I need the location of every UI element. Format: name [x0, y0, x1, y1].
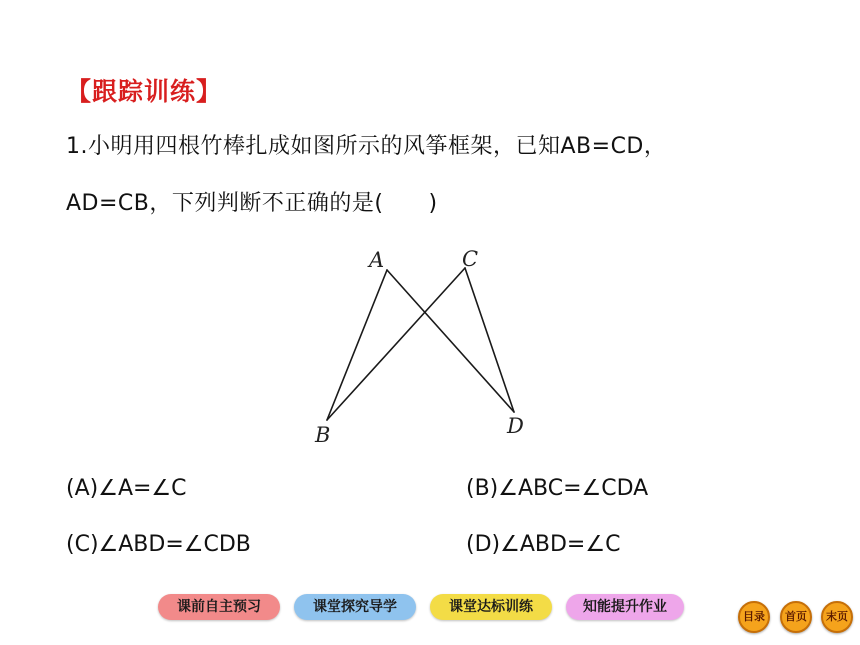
segment-ab — [327, 270, 387, 420]
table-of-contents-button[interactable]: 目录 — [738, 601, 770, 633]
option-c[interactable]: (C)∠ABD=∠CDB — [66, 532, 251, 557]
vertex-label-a: A — [369, 248, 385, 272]
vertex-label-d: D — [507, 414, 524, 438]
segment-cb — [327, 268, 465, 420]
kite-frame-diagram — [300, 240, 550, 455]
nav-in-class-inquiry-button[interactable]: 课堂探究导学 — [294, 594, 416, 620]
segment-cd — [465, 268, 514, 412]
last-page-button[interactable]: 末页 — [821, 601, 853, 633]
nav-pre-class-preview-button[interactable]: 课前自主预习 — [158, 594, 280, 620]
section-title: 【跟踪训练】 — [66, 77, 223, 106]
segment-ad — [387, 270, 514, 412]
first-page-button[interactable]: 首页 — [780, 601, 812, 633]
nav-homework-button[interactable]: 知能提升作业 — [566, 594, 684, 620]
option-b[interactable]: (B)∠ABC=∠CDA — [466, 476, 649, 501]
vertex-label-b: B — [315, 423, 331, 447]
nav-in-class-practice-button[interactable]: 课堂达标训练 — [430, 594, 552, 620]
question-line-2: AD=CB，下列判断不正确的是( ) — [66, 191, 438, 216]
kite-frame-figure — [300, 240, 550, 455]
option-a[interactable]: (A)∠A=∠C — [66, 476, 187, 501]
option-d[interactable]: (D)∠ABD=∠C — [466, 532, 621, 557]
vertex-label-c: C — [462, 247, 479, 271]
question-line-1: 1.小明用四根竹棒扎成如图所示的风筝框架，已知AB=CD， — [66, 134, 667, 159]
